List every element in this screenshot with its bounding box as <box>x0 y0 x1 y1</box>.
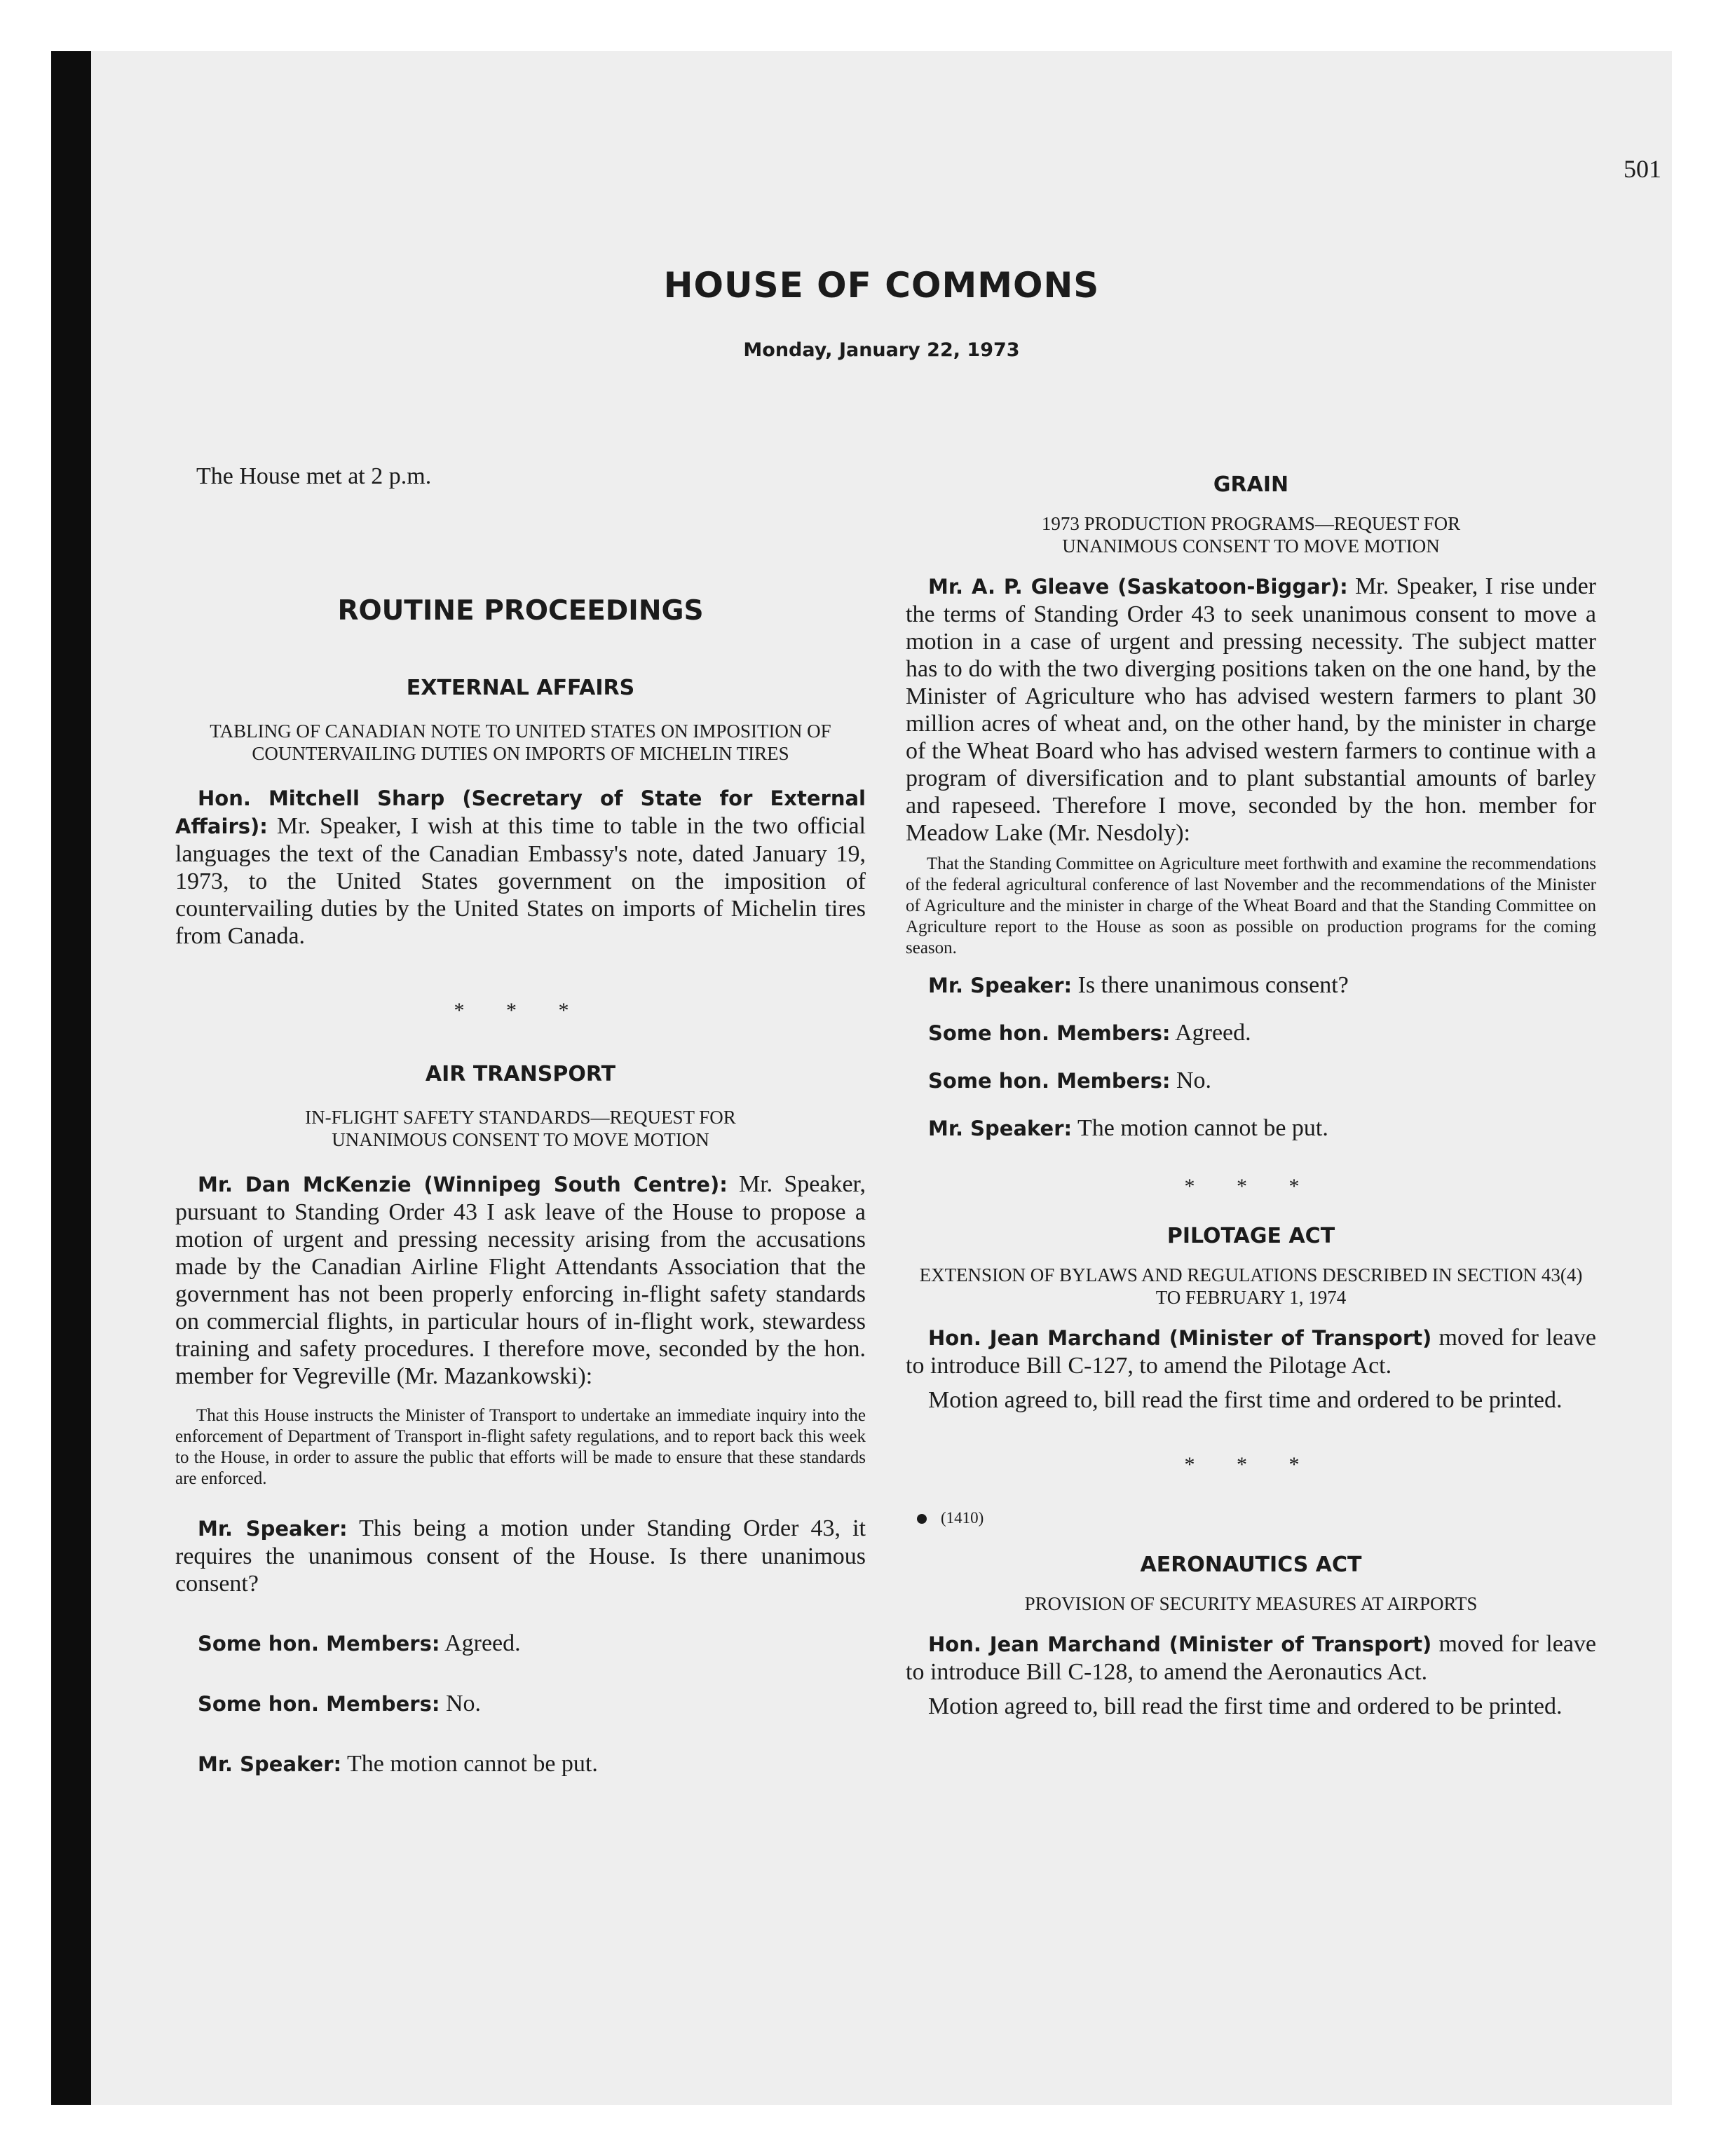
scan-edge <box>51 51 91 2105</box>
timecode-text: (1410) <box>941 1509 984 1527</box>
opening-line: The House met at 2 p.m. <box>196 463 432 489</box>
speaker-ruling-text: This being a motion under Standing Order 43, it requires the unanimous consent of the House. Is there unanimous consent? <box>175 1515 866 1597</box>
aeronautics-act-heading: AERONAUTICS ACT <box>1140 1553 1362 1577</box>
speaker-mckenzie: Mr. Dan McKenzie (Winnipeg South Centre): <box>198 1173 728 1196</box>
gleave-statement <box>906 573 1596 847</box>
speaker-ruling-1 <box>906 971 1596 999</box>
section-separator: * * * <box>1184 1175 1318 1198</box>
members-response-text: Agreed. <box>1175 1020 1251 1046</box>
aeronautics-act-subheading: PROVISION OF SECURITY MEASURES AT AIRPORTS <box>1024 1593 1478 1614</box>
speaker-sharp: Hon. Mitchell Sharp (Secretary of State for External Affairs): <box>175 786 866 838</box>
pilotage-act-subheading: EXTENSION OF BYLAWS AND REGULATIONS DESCRIBED IN SECTION 43(4) TO FEBRUARY 1, 1974 <box>919 1264 1583 1308</box>
speaker-label: Mr. Speaker: <box>928 1117 1073 1140</box>
speaker-label: Mr. Speaker: <box>928 974 1073 997</box>
marchand-aeronautics-text: moved for leave to introduce Bill C-128, to amend the Aeronautics Act. <box>906 1631 1597 1685</box>
members-response-agreed <box>906 1019 1596 1047</box>
bullet-icon <box>917 1514 927 1524</box>
external-affairs-subheading: TABLING OF CANADIAN NOTE TO UNITED STATES ON IMPOSITION OF COUNTERVAILING DUTIES ON IMPORTS OF MICHELIN TIRES <box>210 721 831 764</box>
sharp-text: Mr. Speaker, I wish at this time to table in the two official languages the text of the Canadian Embassy's note, dated January 19, 1973, to the United States government on the imposition of countervailing duties by the United States on imports of Michelin tires from Canada. <box>175 813 866 949</box>
external-affairs-heading: EXTERNAL AFFAIRS <box>406 676 635 700</box>
members-response-text: Agreed. <box>444 1630 521 1656</box>
speaker-ruling-2 <box>175 1750 866 1778</box>
grain-subheading: 1973 PRODUCTION PROGRAMS—REQUEST FOR UNANIMOUS CONSENT TO MOVE MOTION <box>1041 513 1461 557</box>
speaker-ruling-2 <box>906 1114 1596 1142</box>
members-label: Some hon. Members: <box>928 1021 1171 1045</box>
left-column <box>175 463 866 1778</box>
members-response-text: No. <box>445 1691 482 1717</box>
air-transport-subheading: IN-FLIGHT SAFETY STANDARDS—REQUEST FOR UNANIMOUS CONSENT TO MOVE MOTION <box>305 1107 736 1150</box>
members-response-text: No. <box>1176 1067 1212 1093</box>
members-label: Some hon. Members: <box>198 1632 440 1656</box>
marchand-aeronautics-statement <box>906 1630 1596 1686</box>
speaker-marchand: Hon. Jean Marchand (Minister of Transport) <box>928 1326 1432 1350</box>
speaker-ruling-text: Is there unanimous consent? <box>1077 972 1349 998</box>
grain-heading: GRAIN <box>1213 472 1289 497</box>
mckenzie-text: Mr. Speaker, pursuant to Standing Order 43 I ask leave of the House to propose a motion of urgent and pressing necessity arising from the accusations made by the Canadian Airline Flight Attendants Association that the government has not been properly enforcing in-flight safety standards on commercial flights, in particular hours of in-flight work, stewardess training and safety procedures. I therefore move, seconded by the hon. member for Vegreville (Mr. Mazankowski): <box>175 1171 866 1389</box>
speaker-label: Mr. Speaker: <box>198 1752 342 1776</box>
timecode-marker <box>906 1509 1596 1527</box>
gleave-text: Mr. Speaker, I rise under the terms of Standing Order 43 to seek unanimous consent to move a motion in a case of urgent and pressing necessity. The subject matter has to do with the two diverging positions taken on the one hand, by the Minister of Agriculture who has advised western farmers to plant 30 million acres of wheat and, on the other hand, by the minister in charge of the Wheat Board who has advised western farmers to continue with a program of diversification and to plant substantial amounts of barley and rapeseed. Therefore I move, seconded by the hon. member for Meadow Lake (Mr. Nesdoly): <box>906 573 1597 846</box>
routine-proceedings-heading: ROUTINE PROCEEDINGS <box>337 595 704 627</box>
mckenzie-statement <box>175 1171 866 1390</box>
speaker-gleave: Mr. A. P. Gleave (Saskatoon-Biggar): <box>928 575 1348 599</box>
speaker-ruling-text: The motion cannot be put. <box>1077 1115 1328 1141</box>
speaker-ruling-1 <box>175 1515 866 1597</box>
pilotage-result: Motion agreed to, bill read the first time and ordered to be printed. <box>928 1387 1563 1413</box>
marchand-pilotage-text: moved for leave to introduce Bill C-127, to amend the Pilotage Act. <box>906 1325 1597 1379</box>
section-separator: * * * <box>454 999 587 1022</box>
air-transport-heading: AIR TRANSPORT <box>425 1062 616 1086</box>
air-transport-motion: That this House instructs the Minister of Transport to undertake an immediate inquiry into the enforcement of Department of Transport in-flight safety regulations, and to report back this week to the House, in order to assure the public that efforts will be made to ensure that these standards are enforced. <box>175 1406 866 1488</box>
speaker-marchand: Hon. Jean Marchand (Minister of Transport) <box>928 1632 1432 1656</box>
aeronautics-result: Motion agreed to, bill read the first time and ordered to be printed. <box>928 1693 1563 1719</box>
section-separator: * * * <box>1184 1453 1318 1476</box>
sharp-statement <box>175 784 866 950</box>
members-response-agreed <box>175 1630 866 1658</box>
members-response-no <box>175 1690 866 1718</box>
sitting-date: Monday, January 22, 1973 <box>743 339 1020 361</box>
pilotage-act-heading: PILOTAGE ACT <box>1166 1224 1335 1248</box>
grain-motion: That the Standing Committee on Agriculture meet forthwith and examine the recommendations of the federal agricultural conference of last November and the recommendations of the Minister of Agriculture and the minister in charge of the Wheat Board and that the Standing Committee on Agriculture report to the House as soon as possible on production programs for the coming season. <box>906 854 1596 957</box>
speaker-label: Mr. Speaker: <box>198 1517 348 1541</box>
page-number: 501 <box>1624 155 1661 183</box>
right-column <box>906 472 1596 1720</box>
speaker-ruling-text: The motion cannot be put. <box>347 1751 598 1777</box>
page-title: HOUSE OF COMMONS <box>663 265 1100 306</box>
members-label: Some hon. Members: <box>198 1692 440 1716</box>
members-label: Some hon. Members: <box>928 1069 1171 1093</box>
marchand-pilotage-statement <box>906 1324 1596 1379</box>
members-response-no <box>906 1067 1596 1095</box>
